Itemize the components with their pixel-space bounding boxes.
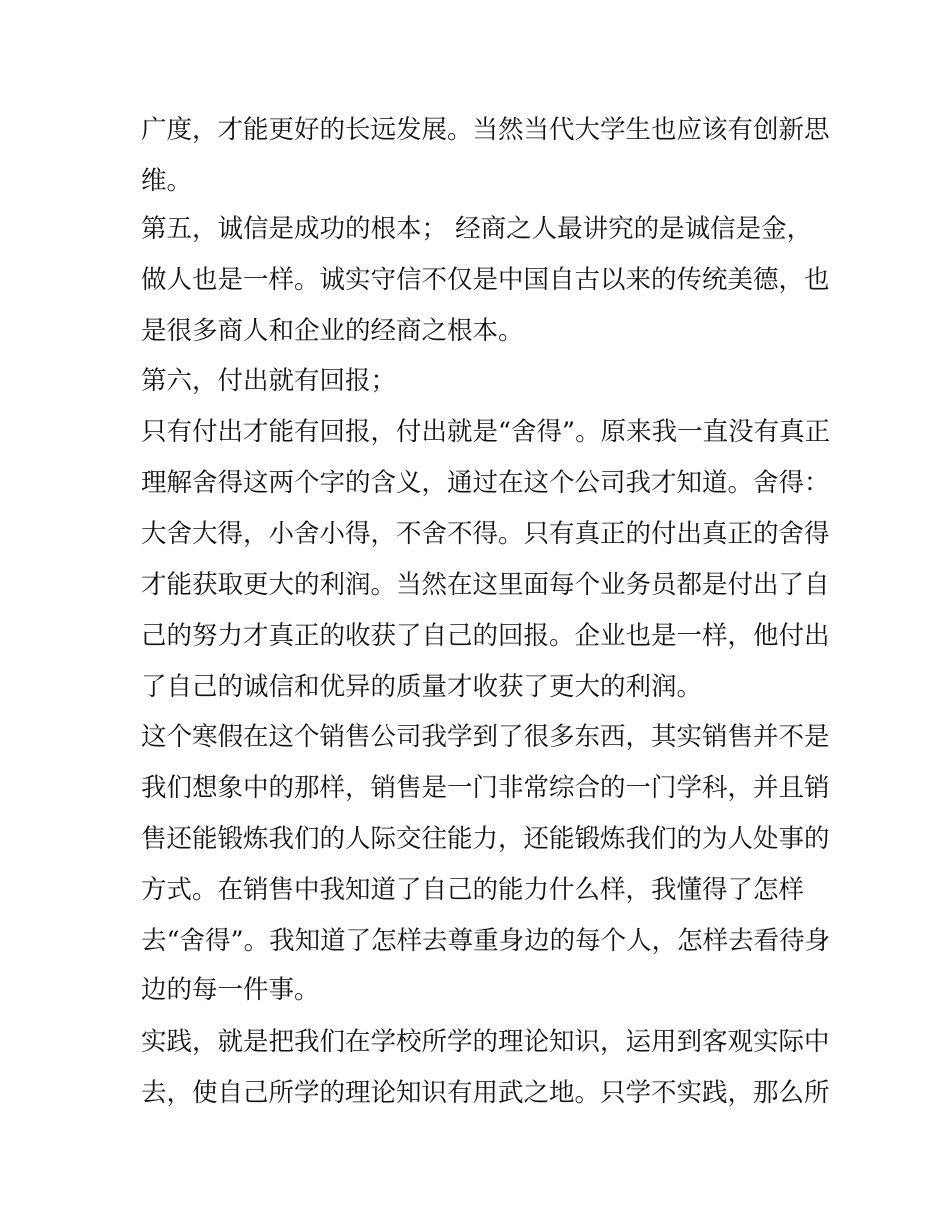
text-line: 才能获取更大的利润。当然在这里面每个业务员都是付出了自 [141, 570, 830, 600]
text-line: 己的努力才真正的收获了自己的回报。企业也是一样，他付出 [141, 621, 830, 651]
text-line: 第六，付出就有回报； [141, 366, 397, 396]
text-line: 第五，诚信是成功的根本； 经商之人最讲究的是诚信是金， [141, 214, 813, 244]
text-line: 这个寒假在这个销售公司我学到了很多东西，其实销售并不是 [141, 722, 830, 752]
text-line: 售还能锻炼我们的人际交往能力，还能锻炼我们的为人处事的 [141, 824, 830, 854]
text-line: 边的每一件事。 [141, 975, 320, 1005]
text-line: 大舍大得，小舍小得，不舍不得。只有真正的付出真正的舍得 [141, 519, 830, 549]
text-line: 维。 [141, 166, 193, 196]
text-line: 做人也是一样。诚实守信不仅是中国自古以来的传统美德，也 [141, 265, 830, 295]
text-line: 了自己的诚信和优异的质量才收获了更大的利润。 [141, 672, 703, 702]
text-line: 理解舍得这两个字的含义，通过在这个公司我才知道。舍得： [141, 468, 830, 498]
text-line: 广度，才能更好的长远发展。当然当代大学生也应该有创新思 [141, 115, 830, 145]
text-line: 实践，就是把我们在学校所学的理论知识，运用到客观实际中 [141, 1027, 830, 1057]
text-line: 去“舍得”。我知道了怎样去尊重身边的每个人，怎样去看待身 [141, 926, 831, 956]
text-line: 是很多商人和企业的经商之根本。 [141, 316, 524, 346]
text-line: 方式。在销售中我知道了自己的能力什么样，我懂得了怎样 [141, 875, 805, 905]
text-line: 只有付出才能有回报，付出就是“舍得”。原来我一直没有真正 [141, 417, 831, 447]
text-line: 去，使自己所学的理论知识有用武之地。只学不实践，那么所 [141, 1078, 830, 1108]
text-line: 我们想象中的那样，销售是一门非常综合的一门学科，并且销 [141, 773, 830, 803]
